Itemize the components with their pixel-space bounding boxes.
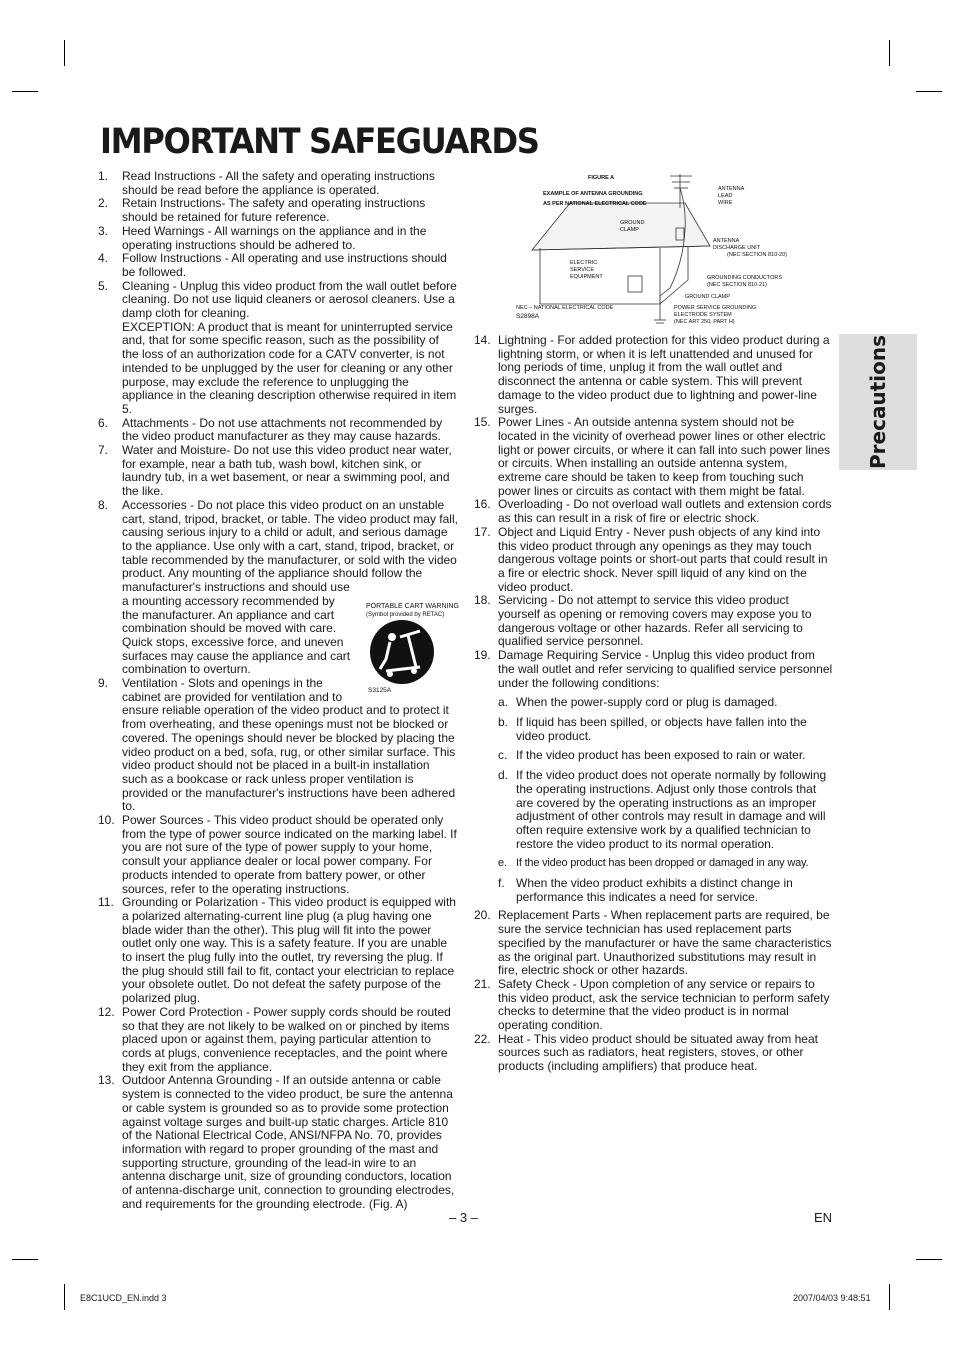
list-item: 22. Heat - This video product should be situated away from heat sources such as radiators, heat registers, stoves, or other products (including amplifiers) that produce heat. xyxy=(474,1031,818,1074)
language-code: EN xyxy=(814,1210,833,1225)
footer-stamp: 2007/04/03 9:48:51 xyxy=(793,1293,871,1303)
page-title: IMPORTANT SAFEGUARDS xyxy=(100,122,539,162)
sub-item: c. If the video product has been exposed to rain or water. xyxy=(498,748,806,763)
electrode-label: ELECTRODE SYSTEM xyxy=(674,312,732,318)
crop-mark xyxy=(889,1284,890,1310)
list-item: 4. Follow Instructions - All operating and use instructions should be followed. xyxy=(98,251,447,279)
list-item: 8. Accessories - Do not place this video product on an unstable cart, stand, tripod, bracket, or table. The video product may fall, causing serious injury to a child or adult, and serious damage to the appliance. Use only with a cart, stand, tripod, bracket, or table recommended by the manufacturer, or sold with the video product. Any mounting of the appliance should follow the manufacturer's instructions and should use a mounting accessory recommended by the manufacturer. An appliance and cart combination should be moved with care. Quick stops, excessive force, and uneven surfaces may cause the appliance and cart combination to overturn. xyxy=(98,497,458,677)
list-item: 9. Ventilation - Slots and openings in the cabinet are provided for ventilation and to ensure reliable operation of the video product and to protect it from overheating, and these openings must not be blocked or covered. The openings should never be blocked by placing the video product on a bed, sofa, rug, or other similar surface. This video product should not be placed in a built-in installation such as a bookcase or rack unless proper ventilation is provided or the manufacturer's instructions have been adhered to. xyxy=(98,676,456,814)
sub-item: f. When the video product exhibits a distinct change in performance this indicates a need for service. xyxy=(498,876,793,904)
list-item: 10. Power Sources - This video product should be operated only from the type of power source indicated on the marking label. If you are not sure of the type of power supply to your home, consult your appliance dealer or local power company. For products intended to operate from battery power, or other sources, refer to the operating instructions. xyxy=(98,813,457,896)
electrode-label: POWER SERVICE GROUNDING xyxy=(674,305,757,311)
sub-item: e. If the video product has been dropped or damaged in any way. xyxy=(498,857,809,870)
crop-mark xyxy=(12,91,38,92)
crop-mark xyxy=(889,40,890,66)
antenna-label: ANTENNA xyxy=(718,186,745,192)
service-label: SERVICE xyxy=(570,267,595,273)
crop-mark xyxy=(916,91,942,92)
antenna-label: WIRE xyxy=(718,200,733,206)
sub-item: a. When the power-supply cord or plug is damaged. xyxy=(498,695,778,710)
right-column xyxy=(474,334,834,1074)
sub-item: b. If liquid has been spilled, or objects have fallen into the video product. xyxy=(498,714,807,743)
page-number: – 3 – xyxy=(449,1210,478,1225)
list-item: 16. Overloading - Do not overload wall outlets and extension cords as this can result in a risk of fire or electric shock. xyxy=(474,497,832,526)
clamp-label: CLAMP xyxy=(620,227,639,233)
list-item: 5. Cleaning - Unplug this video product from the wall outlet before cleaning. Do not use liquid cleaners or aerosol cleaners. Use a damp cloth for cleaning. EXCEPTION: A product that is meant for uninterrupted service and, that for some specific reason, such as the possibility of the loss of an authorization code for a CATV converter, is not intended to be unplugged by the user for cleaning or any other purpose, may exclude the reference to unplugging the appliance in the cleaning description otherwise required in item 5. xyxy=(98,278,457,416)
list-item: 2. Retain Instructions- The safety and operating instructions should be retained for future reference. xyxy=(98,196,426,225)
figure-heading: EXAMPLE OF ANTENNA GROUNDING xyxy=(543,191,643,197)
list-item: 12. Power Cord Protection - Power supply cords should be routed so that they are not likely to be walked on or pinched by items placed upon or against them, paying particular attention to cords at plugs, convenience receptacles, and the point where they exit from the appliance. xyxy=(98,1004,451,1074)
discharge-label: ANTENNA xyxy=(713,238,740,244)
crop-mark xyxy=(916,1259,942,1260)
electrode-label: (NEC ART 250, PART H) xyxy=(674,319,735,325)
ground-clamp-label: GROUND CLAMP xyxy=(685,294,730,300)
figure-code: S2898A xyxy=(516,313,540,320)
list-item: 21. Safety Check - Upon completion of any service or repairs to this video product, ask the service technician to perform safety checks to determine that the video product is in normal operating condition. xyxy=(474,976,830,1033)
conductor-label: GROUNDING CONDUCTORS xyxy=(707,275,783,281)
list-item: 6. Attachments - Do not use attachments not recommended by the video product manufacturer as they may cause hazards. xyxy=(98,415,443,444)
section-tab-label: Precautions xyxy=(866,335,890,469)
cart-warning-code: S3125A xyxy=(368,687,392,694)
list-item: 11. Grounding or Polarization - This video product is equipped with a polarized alternating-current line plug (a plug having one blade wider than the other). This plug will fit into the power outlet only one way. This is a safety feature. If you are unable to insert the plug fully into the outlet, try reversing the plug. If the plug should still fail to fit, contact your electrician to replace your obsolete outlet. Do not defeat the safety purpose of the polarized plug. xyxy=(98,895,456,1006)
cart-warning-text: (Symbol provided by RETAC) xyxy=(366,612,445,618)
list-item: 20. Replacement Parts - When replacement parts are required, be sure the service technician has used replacement parts specified by the manufacturer or have the same characteristics as the original part. Unauthorized substitutions may result in fire, electric shock or other hazards. xyxy=(474,908,832,978)
section-tab-precautions xyxy=(839,334,917,470)
list-item: 3. Heed Warnings - All warnings on the appliance and in the operating instructions should be adhered to. xyxy=(98,223,427,252)
left-column xyxy=(98,170,458,1211)
footer-file: E8C1UCD_EN.indd 3 xyxy=(80,1293,167,1303)
antenna-label: LEAD xyxy=(718,193,733,199)
figure-label: FIGURE A xyxy=(588,175,615,181)
crop-mark xyxy=(12,1259,38,1260)
crop-mark xyxy=(64,1284,65,1310)
antenna-grounding-diagram xyxy=(510,168,800,330)
discharge-label: (NEC SECTION 810-20) xyxy=(727,252,787,258)
sub-item: d. If the video product does not operate normally by following the operating instructions. Adjust only those controls that are covered by the operating instructions as an improper adjustment of other controls may result in damage and will often require extensive work by a qualified technician to restore the video product to its normal operation. xyxy=(498,768,827,851)
list-item: 1. Read Instructions - All the safety and operating instructions should be read before the appliance is operated. xyxy=(98,169,435,197)
list-item: 15. Power Lines - An outside antenna system should not be located in the vicinity of overhead power lines or other electric light or power circuits, or where it can fall into such power lines or circuits. When installing an outside antenna system, extreme care should be taken to keep from touching such power lines or circuits as contact with them might be fatal. xyxy=(474,415,831,498)
list-item: 7. Water and Moisture- Do not use this video product near water, for example, near a bath tub, wash bowl, kitchen sink, or laundry tub, in a wet basement, or near a swimming pool, and the like. xyxy=(98,443,452,499)
conductor-label: (NEC SECTION 810-21) xyxy=(707,282,767,288)
figure-heading: AS PER NATIONAL ELECTRICAL CODE xyxy=(543,201,647,207)
list-item: 19. Damage Requiring Service - Unplug this video product from the wall outlet and refer servicing to qualified service personnel under the following conditions: a. When the power-supply cord or plug is damaged. b. If liquid has been spilled, or objects have fallen into the video product. c. If the video product has been exposed to rain or water. d. If the video product does not operate normally by following the operating instructions. Adjust only those controls that are covered by the operating instructions as an improper adjustment of other controls may result in damage and will often require extensive work by a qualified technician to restore the video product to its normal operation. e. If the video product has been dropped or damaged in any way. f. When the video product exhibits a distinct change in performance this indicates a need for service. xyxy=(474,648,833,904)
discharge-label: DISCHARGE UNIT xyxy=(713,245,761,251)
service-label: ELECTRIC xyxy=(570,260,598,266)
nec-label: NEC – NATIONAL ELECTRICAL CODE xyxy=(516,305,614,311)
clamp-label: GROUND xyxy=(620,220,645,226)
list-item: 17. Object and Liquid Entry - Never push objects of any kind into this video product through any openings as they may touch dangerous voltage points or short-out parts that could result in a fire or electric shock. Never spill liquid of any kind on the video product. xyxy=(474,524,828,594)
cart-warning-text: PORTABLE CART WARNING xyxy=(366,603,459,610)
list-item: 18. Servicing - Do not attempt to service this video product yourself as opening or removing covers may expose you to dangerous voltage or other hazards. Refer all servicing to qualified service personnel. xyxy=(474,593,812,649)
list-item: 13. Outdoor Antenna Grounding - If an outside antenna or cable system is connected to the video product, be sure the antenna or cable system is grounded so as to provide some protection against voltage surges and built-up static charges. Article 810 of the National Electrical Code, ANSI/NFPA No. 70, provides information with regard to proper grounding of the mast and supporting structure, grounding of the lead-in wire to an antenna discharge unit, size of grounding conductors, location of antenna-discharge unit, connection to grounding electrodes, and requirements for the grounding electrode. (Fig. A) xyxy=(98,1073,455,1211)
crop-mark xyxy=(64,40,65,66)
list-item: 14. Lightning - For added protection for this video product during a lightning storm, or when it is left unattended and unused for long periods of time, unplug it from the wall outlet and disconnect the antenna or cable system. This will prevent damage to the video product due to lightning and power-line surges. xyxy=(474,333,830,416)
service-label: EQUIPMENT xyxy=(570,274,603,280)
